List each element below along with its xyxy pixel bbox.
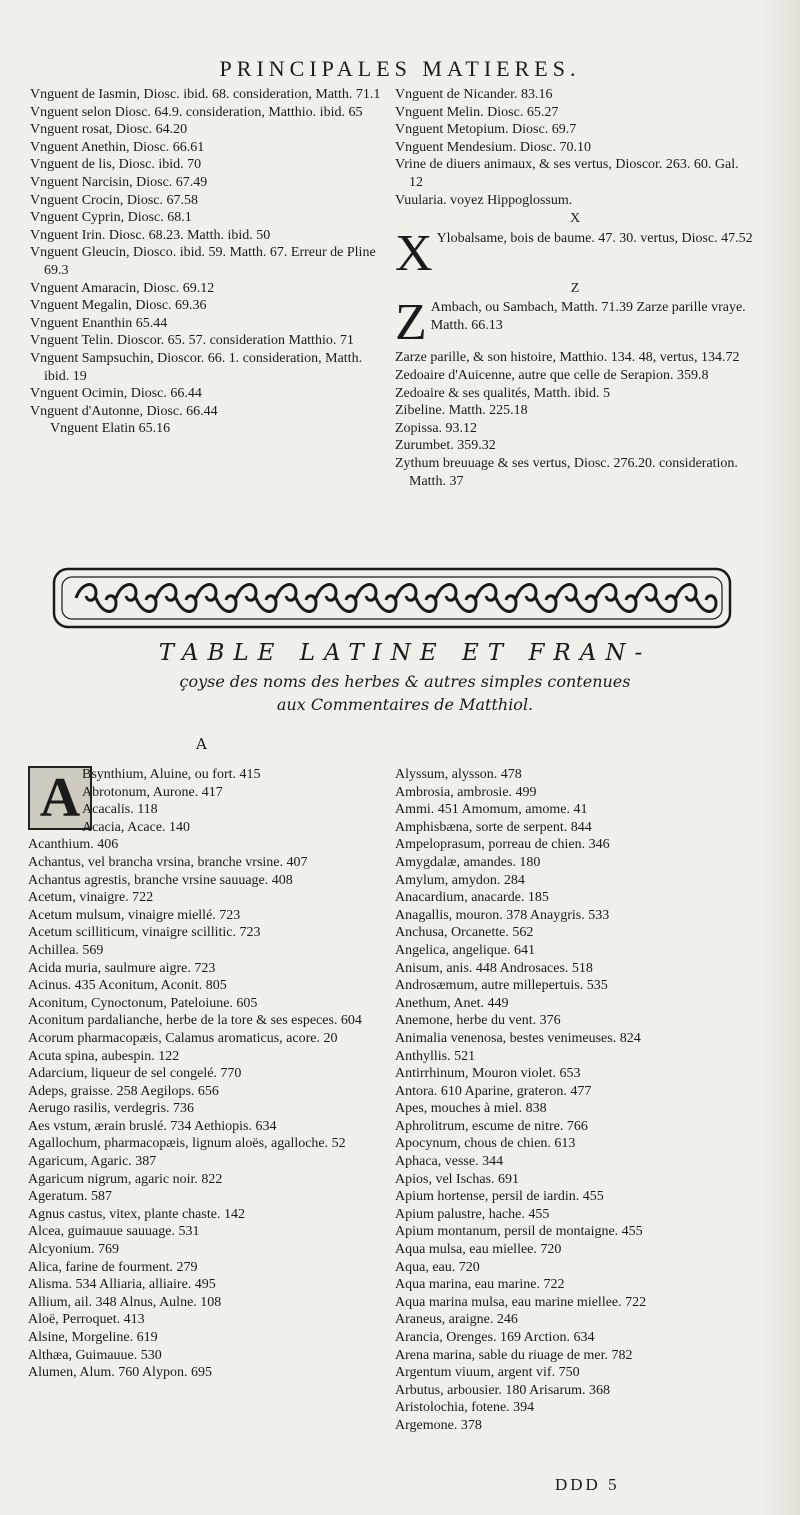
index-entry: Ageratum. 587 bbox=[28, 1189, 112, 1205]
index-entry: Vuularia. voyez Hippoglossum. bbox=[395, 192, 573, 208]
index-entry: Vnguent de lis, Diosc. ibid. 70 bbox=[30, 157, 202, 173]
index-entry: Arbutus, arbousier. 180 Arisarum. 368 bbox=[395, 1382, 611, 1398]
index-entry: Zarze parille, & son histoire, Matthio. 134. 48, vertus, 134.72 bbox=[395, 350, 740, 366]
index-entry: Vnguent de Nicander. 83.16 bbox=[395, 87, 553, 102]
index-entry: Alsine, Morgeline. 619 bbox=[28, 1330, 158, 1345]
index-entry: Agaricum nigrum, agaric noir. 822 bbox=[28, 1171, 223, 1187]
index-entry: Anisum, anis. 448 Androsaces. 518 bbox=[395, 960, 593, 976]
ornament-scroll bbox=[436, 585, 476, 612]
index-entry: Vnguent Narcisin, Diosc. 67.49 bbox=[30, 174, 208, 190]
index-entry: Aqua marina, eau marine. 722 bbox=[395, 1277, 565, 1293]
index-entry: Anchusa, Orcanette. 562 bbox=[395, 925, 534, 941]
index-entry: Zibeline. Matth. 225.18 bbox=[395, 403, 528, 419]
index-entry: Apes, mouches à miel. 838 bbox=[395, 1101, 547, 1117]
index-entry: Vnguent Enanthin 65.44 bbox=[30, 315, 168, 331]
index-entry: Bsynthium, Aluine, ou fort. 415 bbox=[82, 767, 261, 782]
index-entry: Vnguent selon Diosc. 64.9. consideration, Matthio. ibid. 65 bbox=[30, 104, 363, 120]
index-entry: Amygdalæ, amandes. 180 bbox=[395, 854, 541, 870]
index-entry: Zopissa. 93.12 bbox=[395, 420, 478, 436]
index-entry: Althæa, Guimauue. 530 bbox=[28, 1347, 162, 1363]
ornament-scroll bbox=[236, 585, 276, 612]
index-entry: Aphaca, vesse. 344 bbox=[395, 1154, 504, 1170]
index-entry: Apium hortense, persil de iardin. 455 bbox=[395, 1189, 604, 1205]
index-entry: Vnguent Elatin 65.16 bbox=[50, 421, 171, 437]
index-entry: Vnguent rosat, Diosc. 64.20 bbox=[30, 122, 188, 138]
index-entry: Alcea, guimauue sauuage. 531 bbox=[28, 1224, 200, 1240]
index-entry: Arena marina, sable du riuage de mer. 782 bbox=[395, 1347, 633, 1363]
decorative-ornament-band bbox=[52, 563, 732, 633]
index-entry: Aloë, Perroquet. 413 bbox=[28, 1312, 145, 1328]
french-index-right-column bbox=[395, 86, 755, 490]
ornament-scroll bbox=[636, 585, 676, 612]
index-entry: Arancia, Orenges. 169 Arction. 634 bbox=[395, 1330, 595, 1345]
table-title bbox=[60, 640, 750, 714]
page-edge-shading bbox=[760, 0, 800, 1515]
decorated-dropcap-a: A bbox=[28, 766, 92, 830]
index-entry: Zurumbet. 359.32 bbox=[395, 438, 496, 454]
index-entry: Vnguent Telin. Dioscor. 65. 57. consideration Matthio. 71 bbox=[30, 333, 354, 349]
index-entry: Acida muria, saulmure aigre. 723 bbox=[28, 960, 216, 976]
index-entry: Aconitum pardalianche, herbe de la tore & ses especes. 604 bbox=[28, 1013, 362, 1029]
index-entry: Vnguent Anethin, Diosc. 66.61 bbox=[30, 139, 205, 155]
index-entry: Vnguent Cyprin, Diosc. 68.1 bbox=[30, 210, 192, 226]
index-entry: Achantus, vel brancha vrsina, branche vrsine. 407 bbox=[28, 854, 308, 870]
index-entry: Vnguent Metopium. Diosc. 69.7 bbox=[395, 122, 577, 138]
index-entry-text: Ylobalsame, bois de baume. 47. 30. vertus, Diosc. 47.52 bbox=[436, 230, 753, 246]
index-entry: Abrotonum, Aurone. 417 bbox=[82, 784, 223, 800]
ornament-scroll bbox=[316, 585, 356, 612]
index-letter-x: X bbox=[569, 211, 581, 227]
index-entry: Anacardium, anacarde. 185 bbox=[395, 890, 549, 906]
index-entry: Animalia venenosa, bestes venimeuses. 824 bbox=[395, 1030, 641, 1046]
index-entry: Vnguent Mendesium. Diosc. 70.10 bbox=[395, 139, 591, 155]
index-entry: Apios, vel Ischas. 691 bbox=[395, 1171, 520, 1187]
index-entry: Alisma. 534 Alliaria, alliaire. 495 bbox=[28, 1277, 216, 1293]
index-entry: Angelica, angelique. 641 bbox=[395, 942, 535, 958]
index-entry: Vnguent de Iasmin, Diosc. ibid. 68. consideration, Matth. 71.1 bbox=[30, 87, 381, 102]
index-entry: Allium, ail. 348 Alnus, Aulne. 108 bbox=[28, 1294, 222, 1310]
ornament-scroll bbox=[76, 585, 116, 612]
index-entry: Vnguent Megalin, Diosc. 69.36 bbox=[30, 298, 207, 314]
index-entry: Aes vstum, ærain bruslé. 734 Aethiopis. 634 bbox=[28, 1118, 277, 1134]
index-entry: Apium montanum, persil de montaigne. 455 bbox=[395, 1224, 643, 1240]
index-entry: Argentum viuum, argent vif. 750 bbox=[395, 1365, 580, 1381]
index-entry: Acuta spina, aubespin. 122 bbox=[28, 1048, 180, 1064]
signature-mark: DDD 5 bbox=[555, 1475, 620, 1494]
index-entry: Vnguent Amaracin, Diosc. 69.12 bbox=[30, 280, 215, 296]
ornament-scroll bbox=[556, 585, 596, 612]
index-entry: Argemone. 378 bbox=[395, 1417, 482, 1433]
index-entry: Agaricum, Agaric. 387 bbox=[28, 1154, 157, 1170]
index-entry: Acacalis. 118 bbox=[82, 802, 158, 818]
index-entry: Acetum, vinaigre. 722 bbox=[28, 890, 154, 906]
index-entry: Acetum scilliticum, vinaigre scillitic. 723 bbox=[28, 925, 261, 941]
index-entry: Amphisbæna, sorte de serpent. 844 bbox=[395, 819, 592, 835]
index-entry: Acetum mulsum, vinaigre miellé. 723 bbox=[28, 907, 241, 923]
index-entry: Agnus castus, vitex, plante chaste. 142 bbox=[28, 1206, 245, 1222]
index-entry: Zedoaire d'Auicenne, autre que celle de Serapion. 359.8 bbox=[395, 367, 709, 383]
index-entry: Aphrolitrum, escume de nitre. 766 bbox=[395, 1118, 588, 1134]
table-title-line-1: TABLE LATINE ET FRAN- bbox=[158, 640, 652, 666]
index-entry: Ampeloprasum, porreau de chien. 346 bbox=[395, 837, 610, 853]
table-title-line-2: çoyse des noms des herbes & autres simples contenues bbox=[179, 672, 631, 691]
index-entry: Alica, farine de fourment. 279 bbox=[28, 1259, 198, 1275]
ornament-scroll bbox=[356, 585, 396, 612]
index-entry: Adeps, graisse. 258 Aegilops. 656 bbox=[28, 1083, 219, 1099]
index-entry: Anemone, herbe du vent. 376 bbox=[395, 1013, 561, 1029]
index-entry: Apocynum, chous de chien. 613 bbox=[395, 1136, 576, 1152]
french-index-left-column bbox=[30, 86, 382, 438]
index-entry: Anethum, Anet. 449 bbox=[395, 995, 509, 1011]
ornament-scroll bbox=[156, 585, 196, 612]
table-title-line-3: aux Commentaires de Matthiol. bbox=[276, 695, 534, 714]
index-entry: Aerugo rasilis, verdegris. 736 bbox=[28, 1101, 195, 1117]
ornament-scroll bbox=[476, 585, 516, 612]
dropcap-block bbox=[28, 766, 380, 836]
initial-capital-x: X bbox=[395, 229, 433, 276]
index-entry: Androsæmum, autre millepertuis. 535 bbox=[395, 978, 608, 994]
index-entry-text: Ambach, ou Sambach, Matth. 71.39 Zarze parille vraye. Matth. 66.13 bbox=[430, 300, 746, 333]
ornament-scroll bbox=[676, 585, 716, 612]
index-entry: Acinus. 435 Aconitum, Aconit. 805 bbox=[28, 978, 227, 994]
index-entry: Aristolochia, fotene. 394 bbox=[395, 1400, 535, 1416]
index-entry: Aqua marina mulsa, eau marine miellee. 722 bbox=[395, 1294, 647, 1310]
index-entry: Aqua, eau. 720 bbox=[395, 1259, 480, 1275]
index-entry: Anagallis, mouron. 378 Anaygris. 533 bbox=[395, 907, 610, 923]
index-entry-z bbox=[395, 299, 755, 345]
index-entry: Acanthium. 406 bbox=[28, 837, 119, 853]
index-entry: Acacia, Acace. 140 bbox=[82, 819, 191, 835]
index-entry: Aqua mulsa, eau miellee. 720 bbox=[395, 1242, 562, 1258]
index-entry: Amylum, amydon. 284 bbox=[395, 872, 525, 888]
index-entry: Vnguent Melin. Diosc. 65.27 bbox=[395, 104, 559, 120]
index-entry: Vnguent Gleucin, Diosco. ibid. 59. Matth. 67. Erreur de Pline 69.3 bbox=[30, 245, 376, 278]
index-entry: Alyssum, alysson. 478 bbox=[395, 767, 522, 782]
index-entry: Ambrosia, ambrosie. 499 bbox=[395, 784, 537, 800]
index-entry: Ammi. 451 Amomum, amome. 41 bbox=[395, 802, 588, 818]
index-entry: Achillea. 569 bbox=[28, 942, 104, 958]
index-entry: Apium palustre, hache. 455 bbox=[395, 1206, 550, 1222]
index-entry: Vnguent Crocin, Diosc. 67.58 bbox=[30, 192, 198, 208]
index-entry: Alcyonium. 769 bbox=[28, 1242, 119, 1258]
index-entry: Vnguent Irin. Diosc. 68.23. Matth. ibid. 50 bbox=[30, 227, 271, 243]
index-entry: Anthyllis. 521 bbox=[395, 1048, 476, 1064]
index-entry: Agallochum, pharmacopæis, lignum aloës, agalloche. 52 bbox=[28, 1136, 346, 1152]
index-entry: Alumen, Alum. 760 Alypon. 695 bbox=[28, 1365, 212, 1381]
index-entry: Aconitum, Cynoctonum, Pateloiune. 605 bbox=[28, 995, 258, 1011]
index-entry: Zythum breuuage & ses vertus, Diosc. 276.20. consideration. Matth. 37 bbox=[395, 455, 738, 489]
ornament-scroll bbox=[596, 585, 636, 612]
index-entry: Vnguent Sampsuchin, Dioscor. 66. 1. consideration, Matth. ibid. 19 bbox=[30, 350, 363, 384]
index-entry-x bbox=[395, 230, 755, 276]
index-entry: Vnguent d'Autonne, Diosc. 66.44 bbox=[30, 403, 218, 419]
index-entry: Zedoaire & ses qualités, Matth. ibid. 5 bbox=[395, 385, 611, 401]
index-entry: Antirrhinum, Mouron violet. 653 bbox=[395, 1066, 581, 1082]
index-entry: Acorum pharmacopæis, Calamus aromaticus, acore. 20 bbox=[28, 1030, 338, 1046]
running-head: PRINCIPALES MATIERES. bbox=[219, 56, 581, 81]
index-entry: Vnguent Ocimin, Diosc. 66.44 bbox=[30, 386, 202, 402]
ornament-scroll bbox=[196, 585, 236, 612]
index-entry: Achantus agrestis, branche vrsine sauuage. 408 bbox=[28, 872, 293, 888]
latin-index-left-column bbox=[28, 766, 380, 1382]
latin-index-right-column bbox=[395, 766, 760, 1435]
index-entry: Adarcium, liqueur de sel congelé. 770 bbox=[28, 1066, 242, 1082]
index-letter-z: Z bbox=[570, 280, 580, 296]
ornament-scroll bbox=[276, 585, 316, 612]
ornament-scroll bbox=[396, 585, 436, 612]
ornament-scroll bbox=[516, 585, 556, 612]
index-entry: Antora. 610 Aparine, grateron. 477 bbox=[395, 1083, 592, 1099]
index-entry: Vrine de diuers animaux, & ses vertus, Dioscor. 263. 60. Gal. 12 bbox=[395, 157, 739, 190]
ornament-scroll bbox=[116, 585, 156, 612]
section-letter-a: A bbox=[196, 735, 207, 753]
initial-capital-z: Z bbox=[395, 299, 427, 346]
index-entry: Araneus, araigne. 246 bbox=[395, 1312, 518, 1328]
